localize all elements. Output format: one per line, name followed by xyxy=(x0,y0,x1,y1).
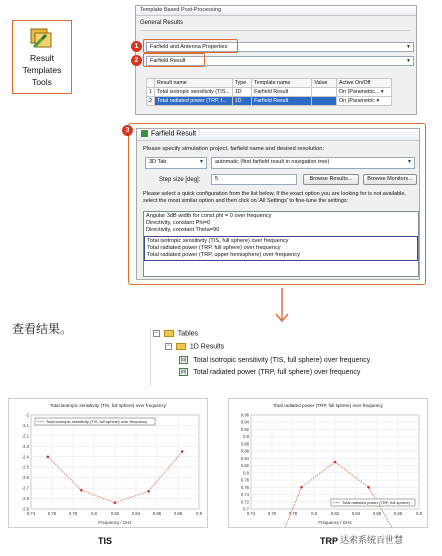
tree-leaf[interactable] xyxy=(179,368,360,376)
x-tick-label: 0.9 xyxy=(416,511,422,516)
tree-leaf-tis: Total isotropic sensitivity (TIS, full sphere) over frequency xyxy=(193,356,371,364)
templates-tools-icon xyxy=(29,26,55,50)
x-tick-label: 0.76 xyxy=(47,511,57,516)
down-arrow-icon xyxy=(274,288,290,324)
templates-tools-label: Result Templates Tools xyxy=(22,53,62,87)
dropdown-type-value: Farfield Result xyxy=(150,58,186,64)
x-tick-label: 0.8 xyxy=(91,511,97,516)
x-axis-label: Frequency / GHz xyxy=(318,520,352,525)
data-point xyxy=(367,486,370,489)
col-result-name[interactable]: Result name xyxy=(154,79,232,88)
result-1d-icon: |o| xyxy=(181,369,187,375)
chevron-down-icon: ▼ xyxy=(406,58,411,64)
row-index: 1 xyxy=(147,88,155,97)
y-tick-label: 0.74 xyxy=(240,492,249,498)
row-active-value: On (Parametric xyxy=(339,98,375,104)
farfield-icon xyxy=(141,130,148,137)
tree-leaf-trp: Total radiated power (TRP, full sphere) over frequency xyxy=(193,368,361,376)
step-badge-2: 2 xyxy=(131,55,142,66)
trp-chart-frame xyxy=(228,398,428,528)
data-point xyxy=(300,486,303,489)
x-tick-label: 0.9 xyxy=(196,511,202,516)
x-axis-label: Frequency / GHz xyxy=(98,520,132,525)
list-item[interactable]: Total radiated power (TRP, full sphere) over frequency xyxy=(147,244,281,251)
row-value xyxy=(312,97,337,106)
highlight-dropdown-1 xyxy=(143,39,238,53)
tis-caption: TIS xyxy=(98,536,113,546)
tree-leaf[interactable] xyxy=(179,356,370,364)
trp-chart xyxy=(229,399,427,527)
y-tick-label: -2.7 xyxy=(21,485,29,491)
dialog-instruction: Please specify simulation project, farfield name and desired resolution: xyxy=(143,146,325,152)
farfield-result-dialog xyxy=(136,128,420,280)
x-tick-label: 0.76 xyxy=(267,511,277,516)
window-titlebar xyxy=(136,6,416,16)
y-tick-label: 0.9 xyxy=(243,434,249,440)
x-tick-label: 0.84 xyxy=(131,511,141,516)
dropdown-category-value: Farfield and Antenna Properties xyxy=(150,44,228,50)
x-tick-label: 0.78 xyxy=(68,511,78,516)
step-size-value: 5 xyxy=(215,176,219,182)
tree-label-tables: Tables xyxy=(177,330,199,338)
row-value xyxy=(312,88,337,97)
y-tick-label: -2.2 xyxy=(21,433,29,439)
col-index xyxy=(147,79,155,88)
y-tick-label: -2.1 xyxy=(21,422,29,428)
header-divider xyxy=(140,30,410,31)
y-tick-label: -2.6 xyxy=(21,475,29,481)
row-type: 1D xyxy=(232,97,251,106)
x-tick-label: 0.82 xyxy=(330,511,340,516)
tis-chart-frame xyxy=(8,398,208,528)
chart-title: Total radiated power (TRP, full sphere) over frequency xyxy=(273,403,383,408)
x-tick-label: 0.82 xyxy=(110,511,120,516)
quick-config-text: Please select a quick configuration from the list below. If the exact option you are looking for is not available, select the most similar option and then click on 'All Settings' to fine-tune the settings: xyxy=(143,191,406,204)
y-tick-label: -2 xyxy=(25,412,29,418)
y-tick-label: 0.88 xyxy=(240,441,249,447)
y-tick-label: 0.92 xyxy=(240,426,249,432)
y-tick-label: -2.3 xyxy=(21,443,29,449)
y-tick-label: 0.82 xyxy=(240,463,249,469)
list-item[interactable]: Total radiated power (TRP, upper hemisphere) over frequency xyxy=(147,252,300,259)
navigation-tree xyxy=(150,328,420,386)
tree-node-1d-results[interactable] xyxy=(165,343,224,350)
dialog-title: Farfield Result xyxy=(151,130,197,138)
browse-results-button[interactable]: Browse Results... xyxy=(303,174,359,185)
table-row[interactable] xyxy=(147,97,392,106)
y-tick-label: -2.5 xyxy=(21,464,29,470)
farfield-select-dropdown[interactable] xyxy=(211,157,415,169)
row-active-value: On (Parametric... xyxy=(339,89,380,95)
col-template-name[interactable]: Template name xyxy=(252,79,312,88)
step-badge-3: 3 xyxy=(122,125,133,136)
y-tick-label: -2.4 xyxy=(21,454,29,460)
collapse-minus-icon[interactable]: − xyxy=(166,343,171,349)
y-tick-label: 0.78 xyxy=(240,477,249,483)
x-tick-label: 0.88 xyxy=(173,511,183,516)
row-template: Farfield Result xyxy=(252,97,312,106)
watermark: 达索系统百世慧 xyxy=(340,536,404,546)
tab-select-value: 3D Tab xyxy=(149,159,167,165)
x-tick-label: 0.8 xyxy=(311,511,317,516)
y-tick-label: 0.7 xyxy=(243,506,249,512)
list-item[interactable]: Directivity, constant Phi=0 xyxy=(146,220,211,227)
folder-icon xyxy=(176,343,186,350)
data-point xyxy=(181,450,184,453)
row-active[interactable] xyxy=(337,97,392,106)
step-badge-1: 1 xyxy=(131,41,142,52)
col-active[interactable]: Active On/Off xyxy=(337,79,392,88)
chevron-down-icon: ▾ xyxy=(380,89,384,95)
y-tick-label: -2.8 xyxy=(21,496,29,502)
y-tick-label: 0.94 xyxy=(240,419,249,425)
step-size-input[interactable] xyxy=(211,174,297,185)
col-value[interactable]: Value xyxy=(312,79,337,88)
table-header-row xyxy=(147,79,392,88)
chevron-down-icon: ▾ xyxy=(376,98,380,104)
tis-chart xyxy=(9,399,207,527)
results-table xyxy=(146,78,392,106)
x-tick-label: 0.86 xyxy=(152,511,162,516)
legend-label: Total radiated power (TRP, full sphere) xyxy=(342,500,410,505)
x-tick-label: 0.86 xyxy=(372,511,382,516)
data-point xyxy=(80,489,83,492)
row-result-name[interactable]: Total isotropic sensitivity (TIS... xyxy=(154,88,232,97)
tree-node-tables[interactable] xyxy=(153,330,198,337)
general-results-header: General Results xyxy=(140,20,184,26)
chevron-down-icon: ▼ xyxy=(406,44,411,50)
row-index: 2 xyxy=(147,97,155,106)
legend-label: Total isotropic sensitivity (TIS, full sphere) over frequency xyxy=(46,419,148,424)
x-tick-label: 0.78 xyxy=(288,511,298,516)
tab-select-dropdown[interactable] xyxy=(145,157,207,169)
col-type[interactable]: Type xyxy=(232,79,251,88)
x-tick-label: 0.74 xyxy=(26,511,36,516)
result-templates-tools-box[interactable] xyxy=(12,20,72,94)
list-item[interactable]: Total isotropic sensitivity (TIS, full sphere) over frequency xyxy=(147,237,289,244)
x-tick-label: 0.88 xyxy=(393,511,403,516)
row-type: 1D xyxy=(232,88,251,97)
row-active[interactable] xyxy=(337,88,392,97)
collapse-minus-icon[interactable]: − xyxy=(154,330,159,336)
row-result-name[interactable]: Total radiated power (TRP, f... xyxy=(154,97,232,106)
highlight-dropdown-2 xyxy=(143,53,205,67)
folder-icon xyxy=(164,330,174,337)
y-tick-label: -2.9 xyxy=(21,506,29,512)
trp-caption: TRP xyxy=(320,536,338,546)
result-1d-icon: |o| xyxy=(181,357,187,363)
data-point xyxy=(47,455,50,458)
chevron-down-icon: ▼ xyxy=(407,159,412,165)
table-row[interactable] xyxy=(147,88,392,97)
chart-title: Total isotropic sensitivity (TIS, full sphere) over frequency xyxy=(49,403,167,408)
y-tick-label: 0.8 xyxy=(243,470,249,476)
farfield-select-value: automatic (first farfield result in navigation tree) xyxy=(215,159,330,165)
y-tick-label: 0.72 xyxy=(240,499,249,505)
x-tick-label: 0.84 xyxy=(351,511,361,516)
highlighted-options xyxy=(144,236,418,262)
quick-config-list[interactable] xyxy=(143,211,419,277)
list-item[interactable]: Directivity, constant Theta=90 xyxy=(146,227,220,234)
tree-label-1d-results: 1D Results xyxy=(189,343,225,351)
dialog-titlebar xyxy=(137,129,419,141)
data-point xyxy=(114,501,117,504)
window-title: Template Based Post-Processing xyxy=(140,7,222,13)
step-size-label: Step size [deg]: xyxy=(159,177,201,183)
x-tick-label: 0.74 xyxy=(246,511,256,516)
row-template: Farfield Result xyxy=(252,88,312,97)
browse-monitors-button[interactable]: Browse Monitors... xyxy=(363,174,417,185)
y-tick-label: 0.86 xyxy=(240,448,249,454)
y-tick-label: 0.76 xyxy=(240,484,249,490)
data-point xyxy=(147,490,150,493)
data-point xyxy=(334,461,337,464)
view-results-label: 查看结果。 xyxy=(12,322,73,336)
list-item[interactable]: Angular 3dB width for const phi = 0 over frequency xyxy=(146,213,272,219)
chevron-down-icon: ▼ xyxy=(199,159,204,165)
y-tick-label: 0.84 xyxy=(240,455,249,461)
y-tick-label: 0.96 xyxy=(240,412,249,418)
